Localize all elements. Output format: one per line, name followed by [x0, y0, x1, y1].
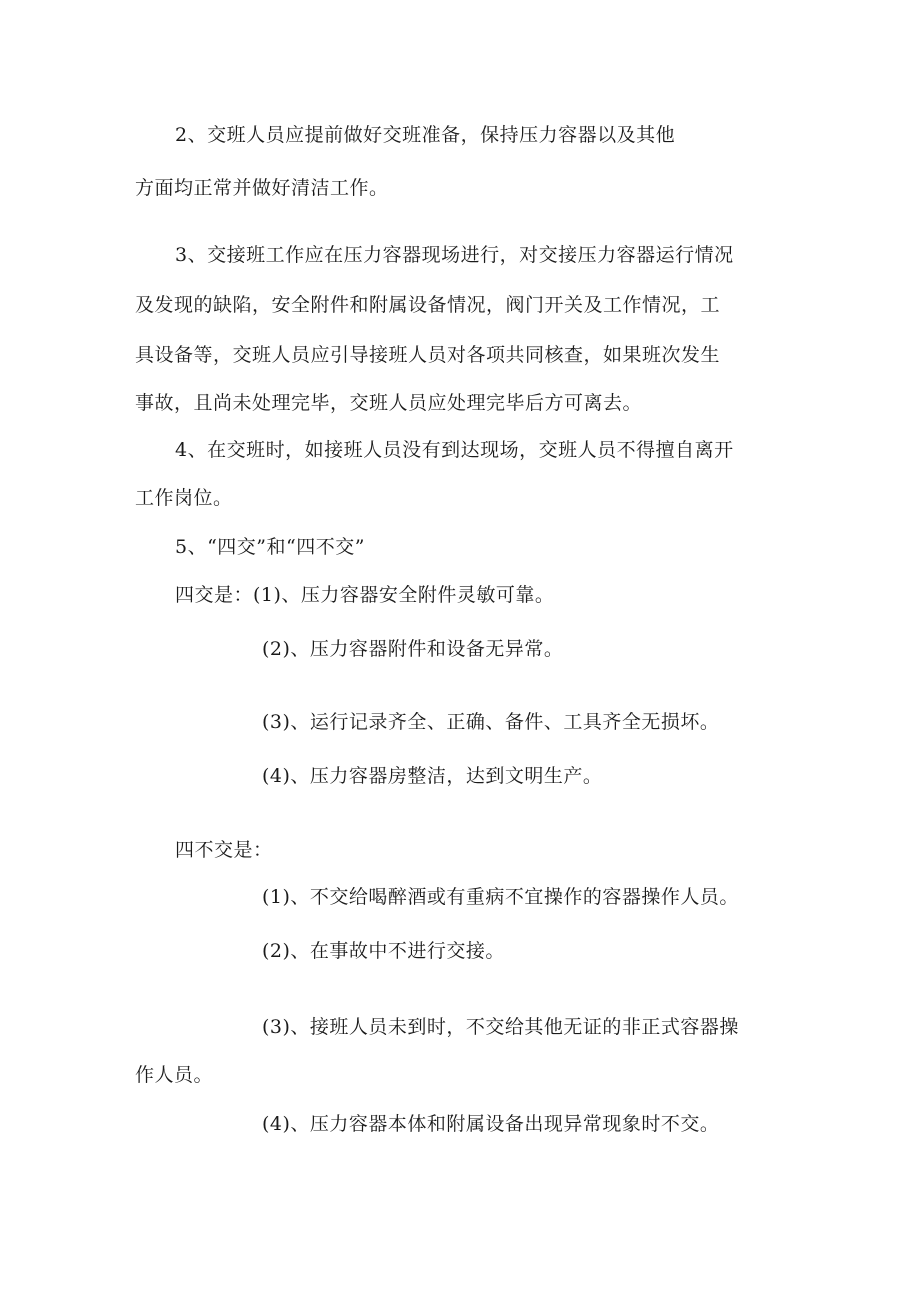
item3-line1: 3、交接班工作应在压力容器现场进行，对交接压力容器运行情况	[175, 244, 734, 266]
item4-line2: 工作岗位。	[135, 487, 233, 509]
four-no-handover-item-4: (4)、压力容器本体和附属设备出现异常现象时不交。	[262, 1113, 720, 1135]
item2-line2: 方面均正常并做好清洁工作。	[135, 177, 389, 199]
four-no-handover-item-1: (1)、不交给喝醉酒或有重病不宜操作的容器操作人员。	[262, 886, 739, 908]
item5-heading: 5、“四交”和“四不交”	[175, 536, 365, 558]
item4-line1: 4、在交班时，如接班人员没有到达现场，交班人员不得擅自离开	[175, 439, 734, 461]
four-handover-item-4: (4)、压力容器房整洁，达到文明生产。	[262, 765, 603, 787]
item3-line3: 具设备等，交班人员应引导接班人员对各项共同核查，如果班次发生	[135, 344, 721, 366]
four-handover-item-3: (3)、运行记录齐全、正确、备件、工具齐全无损坏。	[262, 711, 720, 733]
four-handover-label-text: 四交是：	[175, 584, 254, 606]
four-handover-label	[175, 583, 554, 607]
four-handover-item-2: (2)、压力容器附件和设备无异常。	[262, 638, 564, 660]
four-handover-item-1: (1)、压力容器安全附件灵敏可靠。	[253, 584, 555, 606]
four-no-handover-item-3-cont: 作人员。	[135, 1064, 214, 1086]
item3-line4: 事故，且尚未处理完毕，交班人员应处理完毕后方可离去。	[135, 392, 643, 414]
item2-line1: 2、交班人员应提前做好交班准备，保持压力容器以及其他	[175, 124, 676, 146]
item3-line2: 及发现的缺陷，安全附件和附属设备情况，阀门开关及工作情况，工	[135, 294, 721, 316]
four-no-handover-item-2: (2)、在事故中不进行交接。	[262, 940, 505, 962]
four-no-handover-item-3: (3)、接班人员未到时，不交给其他无证的非正式容器操	[262, 1016, 739, 1038]
four-no-handover-label: 四不交是：	[175, 839, 273, 861]
